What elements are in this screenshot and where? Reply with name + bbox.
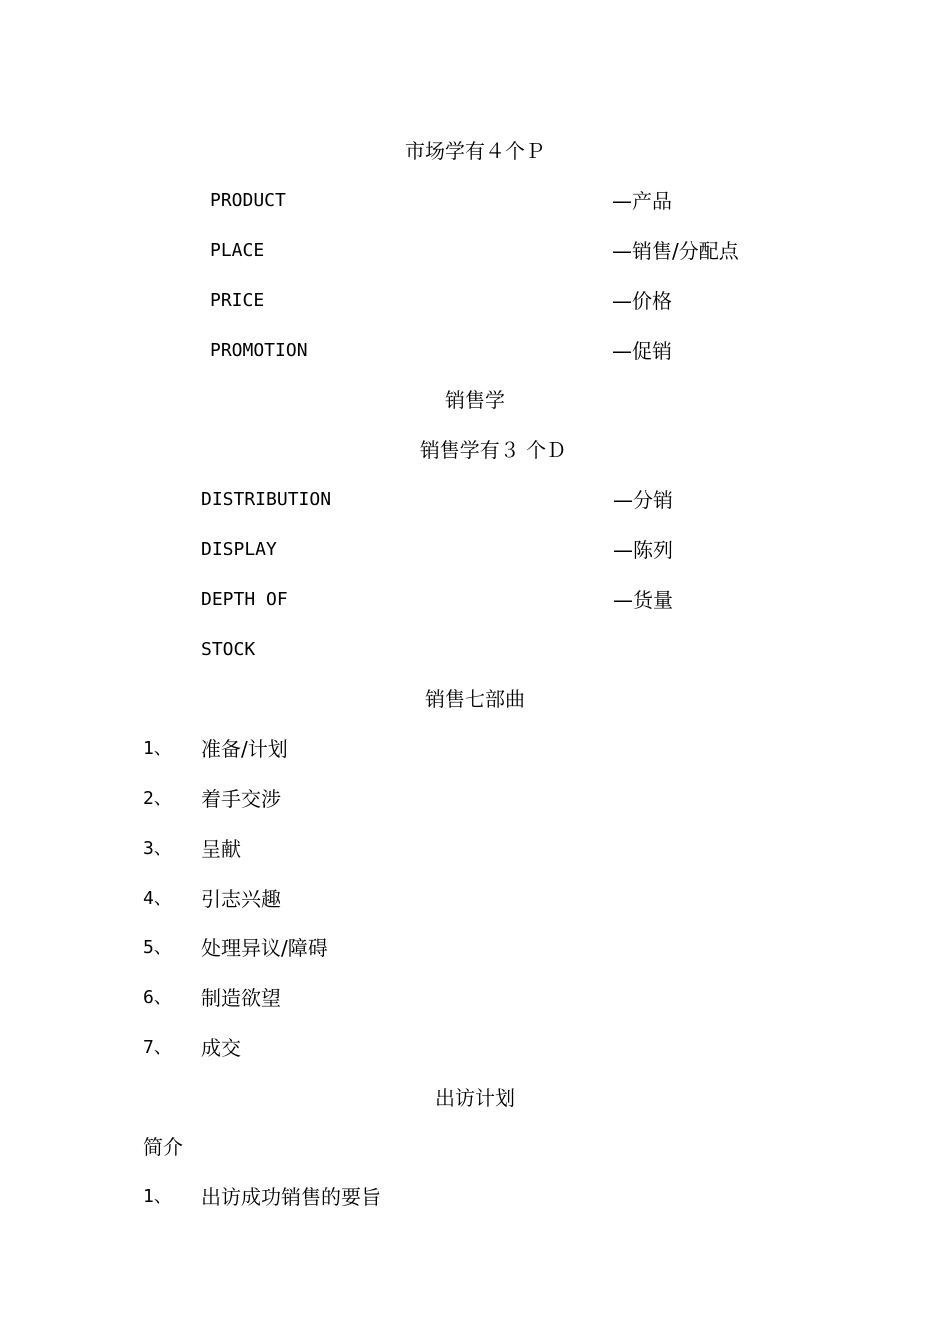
term-product: PRODUCT: [210, 190, 286, 211]
step-number: 4、: [143, 888, 172, 909]
term-place: PLACE: [210, 240, 265, 261]
step-text: 着手交涉: [201, 787, 281, 811]
meaning-promotion: —促销: [612, 339, 672, 363]
meaning-depth-of: —货量: [613, 588, 673, 612]
section-4p-title: 市场学有４个Ｐ: [405, 139, 545, 163]
section-visit-title: 出访计划: [435, 1086, 515, 1110]
step-number: 6、: [143, 987, 172, 1008]
section-sales-title: 销售学: [445, 388, 505, 412]
step-number: 5、: [143, 937, 172, 958]
meaning-distribution: —分销: [613, 488, 673, 512]
step-number: 3、: [143, 838, 172, 859]
section-visit-intro: 简介: [143, 1135, 183, 1159]
step-text: 呈献: [201, 837, 241, 861]
meaning-display: —陈列: [613, 538, 673, 562]
meaning-price: —价格: [612, 289, 672, 313]
step-text: 制造欲望: [201, 986, 281, 1010]
section-seven-title: 销售七部曲: [425, 687, 525, 711]
step-text: 成交: [201, 1036, 241, 1060]
visit-item-text: 出访成功销售的要旨: [201, 1185, 381, 1209]
term-price: PRICE: [210, 290, 265, 311]
step-text: 准备/计划: [201, 737, 288, 761]
term-depth-of: DEPTH OF: [201, 589, 288, 610]
visit-item-number: 1、: [143, 1186, 172, 1207]
step-text: 引志兴趣: [201, 887, 281, 911]
meaning-product: —产品: [612, 189, 672, 213]
step-number: 2、: [143, 788, 172, 809]
section-sales-subtitle: 销售学有３ 个Ｄ: [419, 438, 567, 462]
term-distribution: DISTRIBUTION: [201, 489, 332, 510]
step-number: 7、: [143, 1037, 172, 1058]
term-display: DISPLAY: [201, 539, 277, 560]
step-text: 处理异议/障碍: [201, 936, 328, 960]
step-number: 1、: [143, 738, 172, 759]
term-promotion: PROMOTION: [210, 340, 308, 361]
meaning-place: —销售/分配点: [612, 239, 739, 263]
term-stock: STOCK: [201, 639, 256, 660]
